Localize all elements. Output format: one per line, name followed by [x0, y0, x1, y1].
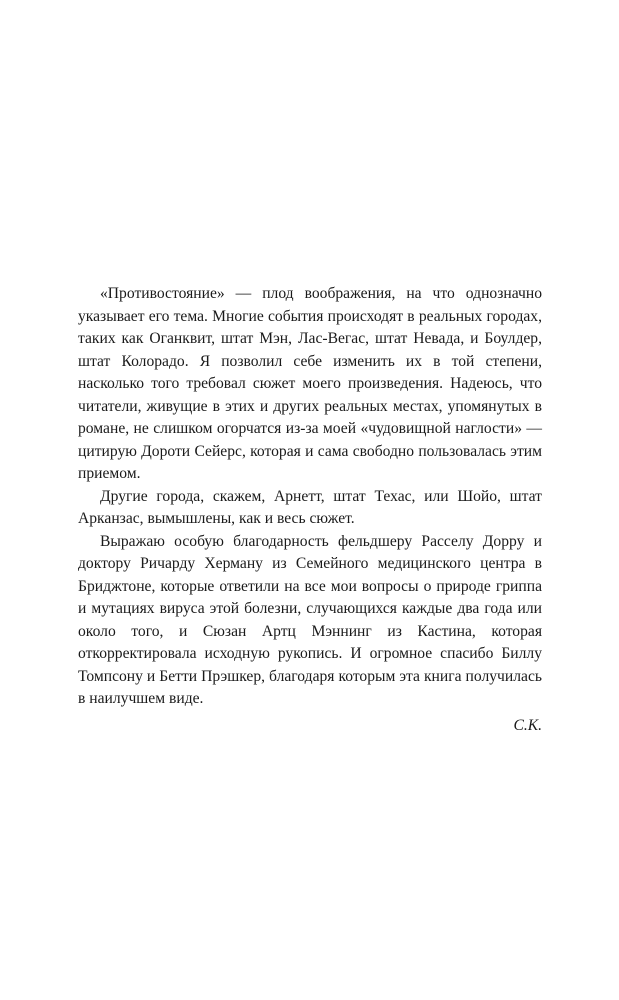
paragraph-3: Выражаю особую благодарность фельдшеру Расселу Дорру и доктору Ричарду Херману из Семейного медицинского центра в Бриджтоне, которые ответили на все мои вопросы о природе гриппа и мутациях вируса этой болезни, случающихся каждые два года или около того, и Сюзан Артц Мэннинг из Кастина, которая откорректировала исходную рукопись. И огромное спасибо Биллу Томпсону и Бетти Прэшкер, благодаря которым эта книга получилась в наилучшем виде. [78, 532, 542, 707]
paragraph-1: «Противостояние» — плод воображения, на что однозначно указывает его тема. Многие события происходят в реальных городах, таких как Оганквит, штат Мэн, Лас-Вегас, штат Невада, и Боулдер, штат Колорадо. Я позволил себе изменить их в той степени, насколько того требовал сюжет моего произведения. Надеюсь, что читатели, живущие в этих и других реальных местах, упомянутых в романе, не слишком огорчатся из-за моей «чудовищной наглости» — цитирую Дороти Сейерс, которая и сама свободно пользовалась этим приемом. [78, 285, 542, 482]
author-signature: С.К. [513, 716, 542, 734]
paragraph-2: Другие города, скажем, Арнетт, штат Техас, или Шойо, штат Арканзас, вымышлены, как и весь сюжет. [78, 487, 542, 527]
author-note [78, 283, 542, 737]
